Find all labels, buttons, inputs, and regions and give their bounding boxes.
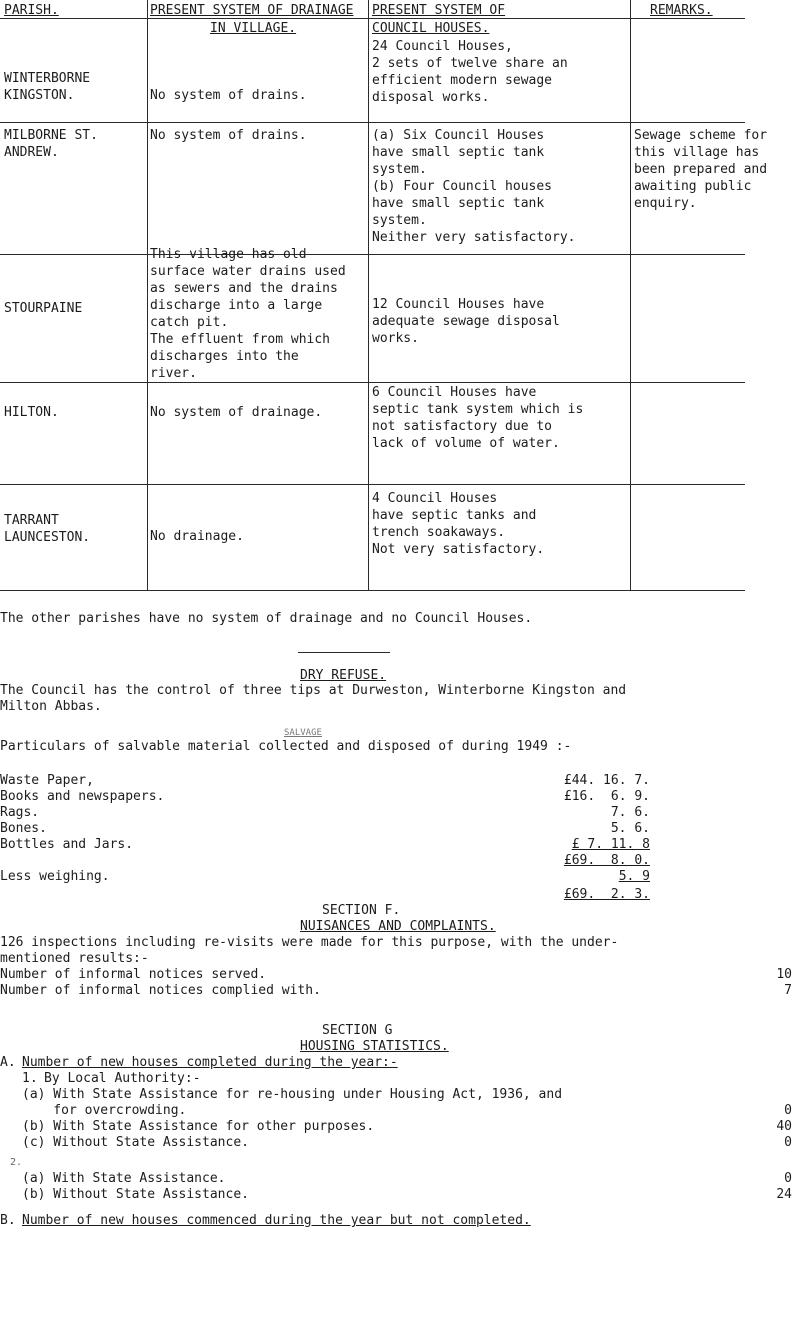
row-parish: HILTON.	[4, 405, 59, 420]
section-f-heading: SECTION F.	[322, 903, 401, 918]
section-g-a-text: Number of new houses completed during the year:-	[22, 1055, 398, 1070]
housing-item-value: 0	[784, 1103, 792, 1118]
section-f-item-label: Number of informal notices served.	[0, 967, 267, 982]
housing-item-label: (b) Without State Assistance.	[22, 1187, 249, 1202]
table-rule	[0, 484, 745, 485]
salvage-subtotal: £69. 8. 0.	[563, 853, 650, 868]
header-present-system-council: PRESENT SYSTEM OF	[372, 3, 506, 18]
salvage-item-amount: £ 7. 11. 8	[571, 837, 650, 852]
salvage-item-amount: 5. 6.	[610, 821, 650, 836]
salvage-item-label: Rags.	[0, 805, 40, 820]
housing-item-label: for overcrowding.	[22, 1103, 187, 1118]
section-g-b-text: Number of new houses commenced during the year but not completed.	[22, 1213, 531, 1228]
subheader-in-village: IN VILLAGE.	[210, 21, 297, 36]
dry-refuse-heading: DRY REFUSE.	[300, 668, 387, 683]
row-council: 24 Council Houses, 2 sets of twelve share an efficient modern sewage disposal works.	[372, 39, 568, 105]
section-f-text: mentioned results:-	[0, 951, 149, 966]
table-rule	[630, 0, 631, 590]
dry-refuse-text: The Council has the control of three tips at Durweston, Winterborne Kingston and	[0, 683, 627, 698]
housing-item-value: 24	[776, 1187, 792, 1202]
row-parish: STOURPAINE	[4, 301, 83, 316]
housing-item-label: (a) With State Assistance for re-housing under Housing Act, 1936, and	[22, 1087, 563, 1102]
salvage-item-label: Books and newspapers.	[0, 789, 165, 804]
row-council: 6 Council Houses have septic tank system which is not satisfactory due to lack of volume of water.	[372, 385, 584, 451]
row-parish: WINTERBORNE KINGSTON.	[4, 71, 91, 103]
table-rule	[368, 0, 369, 590]
section-f-item-value: 10	[776, 967, 792, 982]
salvage-heading: SALVAGE	[284, 728, 322, 738]
salvage-total: £69. 2. 3.	[563, 887, 650, 902]
header-present-system: PRESENT SYSTEM OF DRAINAGE	[150, 3, 354, 18]
header-remarks: REMARKS.	[650, 3, 713, 18]
housing-item-value: 0	[784, 1171, 792, 1186]
salvage-less-label: Less weighing.	[0, 869, 110, 884]
row-village: No drainage.	[150, 529, 244, 544]
housing-item-label: (c) Without State Assistance.	[22, 1135, 249, 1150]
section-g-subheading: HOUSING STATISTICS.	[300, 1039, 449, 1054]
section-f-text: 126 inspections including re-visits were made for this purpose, with the under-	[0, 935, 619, 950]
section-g-one-text: By Local Authority:-	[44, 1071, 201, 1086]
row-council: 12 Council Houses have adequate sewage disposal works.	[372, 297, 560, 346]
row-village: No system of drains.	[150, 88, 307, 103]
salvage-particulars: Particulars of salvable material collected and disposed of during 1949 :-	[0, 739, 572, 754]
table-rule	[0, 122, 745, 123]
housing-item-label: (b) With State Assistance for other purposes.	[22, 1119, 375, 1134]
section-g-a-label: A.	[0, 1055, 16, 1070]
row-village: No system of drainage.	[150, 405, 323, 420]
row-council: (a) Six Council Houses have small septic tank system. (b) Four Council houses have small septic tank system. Neither very satisfactory.	[372, 128, 576, 245]
table-rule	[0, 590, 745, 591]
salvage-item-amount: £16. 6. 9.	[563, 789, 650, 804]
dry-refuse-text: Milton Abbas.	[0, 699, 102, 714]
section-g-heading: SECTION G	[322, 1023, 393, 1038]
salvage-item-label: Bottles and Jars.	[0, 837, 134, 852]
salvage-item-amount: £44. 16. 7.	[563, 773, 650, 788]
row-council: 4 Council Houses have septic tanks and trench soakaways. Not very satisfactory.	[372, 491, 545, 557]
row-parish: TARRANT LAUNCESTON.	[4, 513, 91, 545]
housing-item-value: 0	[784, 1135, 792, 1150]
salvage-less-amount: 5. 9	[618, 869, 650, 884]
section-g-b-label: B.	[0, 1213, 16, 1228]
section-g-one-label: 1.	[22, 1071, 38, 1086]
housing-item-value: 40	[776, 1119, 792, 1134]
section-f-subheading: NUISANCES AND COMPLAINTS.	[300, 919, 496, 934]
section-g-two-label: 2.	[10, 1157, 23, 1168]
row-parish: MILBORNE ST. ANDREW.	[4, 128, 98, 160]
row-remarks: Sewage scheme for this village has been prepared and awaiting public enquiry.	[634, 128, 768, 211]
row-village: No system of drains.	[150, 128, 307, 143]
header-parish: PARISH.	[4, 3, 59, 18]
row-village: This village has old surface water drains used as sewers and the drains discharge into a large catch pit. The effluent from which discharges into the river.	[150, 247, 346, 381]
housing-item-label: (a) With State Assistance.	[22, 1171, 226, 1186]
salvage-item-amount: 7. 6.	[610, 805, 650, 820]
subheader-council-houses: COUNCIL HOUSES.	[372, 21, 490, 36]
table-rule	[0, 382, 745, 383]
separator-rule	[298, 652, 390, 653]
salvage-item-label: Waste Paper,	[0, 773, 94, 788]
salvage-item-label: Bones.	[0, 821, 47, 836]
section-f-item-label: Number of informal notices complied with.	[0, 983, 321, 998]
table-rule	[147, 0, 148, 590]
after-table-note: The other parishes have no system of drainage and no Council Houses.	[0, 611, 533, 626]
section-f-item-value: 7	[784, 983, 792, 998]
table-rule	[0, 254, 745, 255]
